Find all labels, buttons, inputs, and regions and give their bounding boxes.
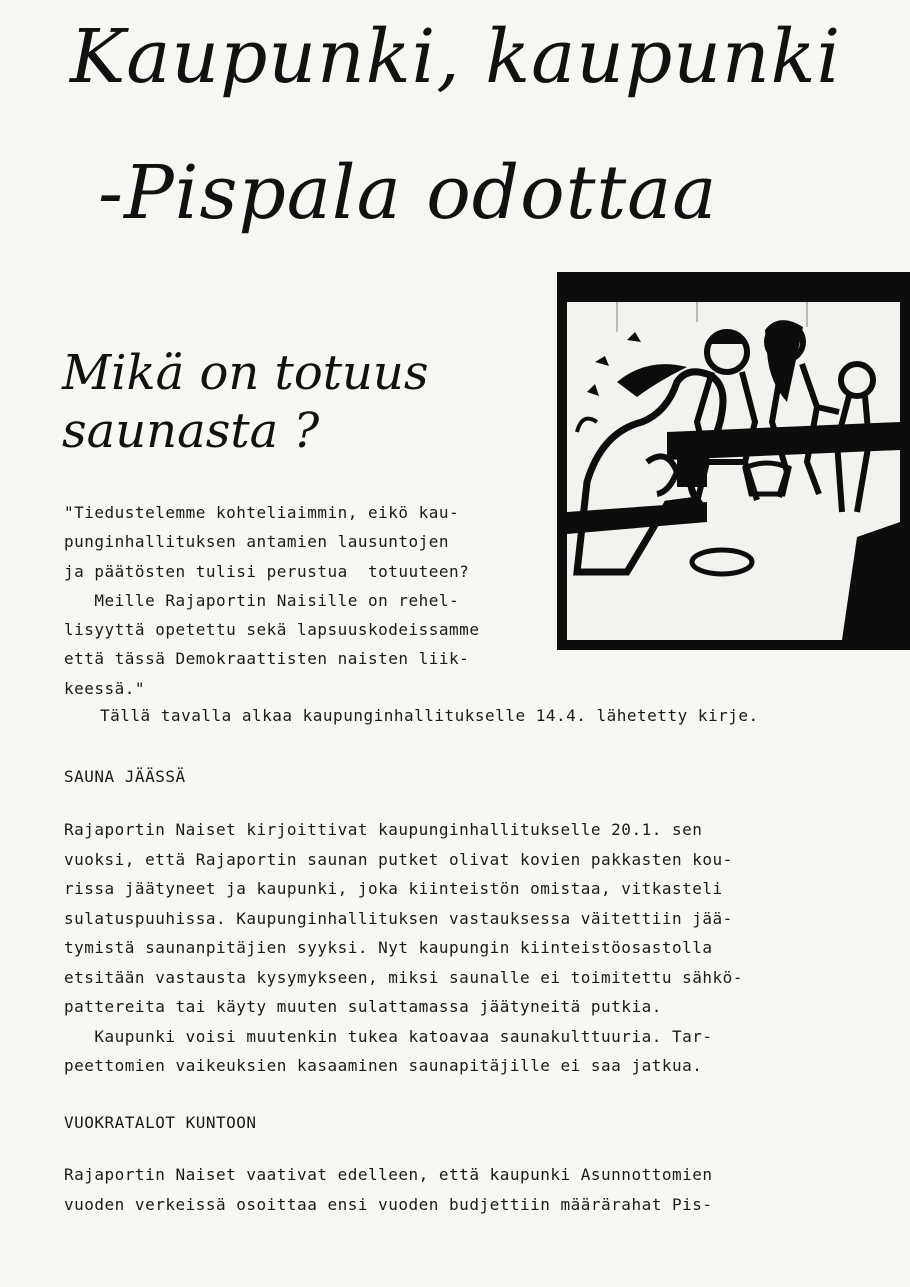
- subtitle-line-1: Mikä on totuus: [62, 345, 429, 401]
- sauna-woodcut-illustration: [557, 272, 910, 650]
- section-heading-sauna: SAUNA JÄÄSSÄ: [64, 767, 186, 786]
- section-heading-vuokratalot: VUOKRATALOT KUNTOON: [64, 1113, 257, 1132]
- subtitle-line-2: saunasta ?: [62, 403, 320, 459]
- section-body-vuokratalot: Rajaportin Naiset vaativat edelleen, että kaupunki Asunnottomien vuoden verkeissä osoittaa ensi vuoden budjettiin määrärahat Pis-: [64, 1165, 713, 1214]
- title-line-1: Kaupunki, kaupunki: [70, 14, 842, 100]
- intro-quote: "Tiedustelemme kohteliaimmin, eikö kau- punginhallituksen antamien lausuntojen ja päätösten tulisi perustua totuuteen? Meille Rajaportin Naisille on rehel- lisyyttä opetettu sekä lapsuuskodeissamme että tässä Demokraattisten naisten liik- keessä.": [64, 503, 480, 698]
- section-body-sauna: Rajaportin Naiset kirjoittivat kaupunginhallitukselle 20.1. sen vuoksi, että Rajaportin saunan putket olivat kovien pakkasten kou- rissa jäätyneet ja kaupunki, joka kiinteistön omistaa, vitkasteli sulatuspuuhissa. Kaupunginhallituksen vastauksessa väitettiin jää- tymistä saunanpitäjien syyksi. Nyt kaupungin kiinteistöosastolla etsitään vastausta kysymykseen, miksi saunalle ei toimitettu sähkö- pattereita tai käyty muuten sulattamassa jäätyneitä putkia. Kaupunki voisi muutenkin tukea katoavaa saunakulttuuria. Tar- peettomien vaikeuksien kasaaminen saunapitäjille ei saa jatkua.: [64, 820, 743, 1075]
- lead-line: Tällä tavalla alkaa kaupunginhallitukselle 14.4. lähetetty kirje.: [100, 706, 759, 725]
- title-line-2: -Pispala odottaa: [98, 150, 718, 236]
